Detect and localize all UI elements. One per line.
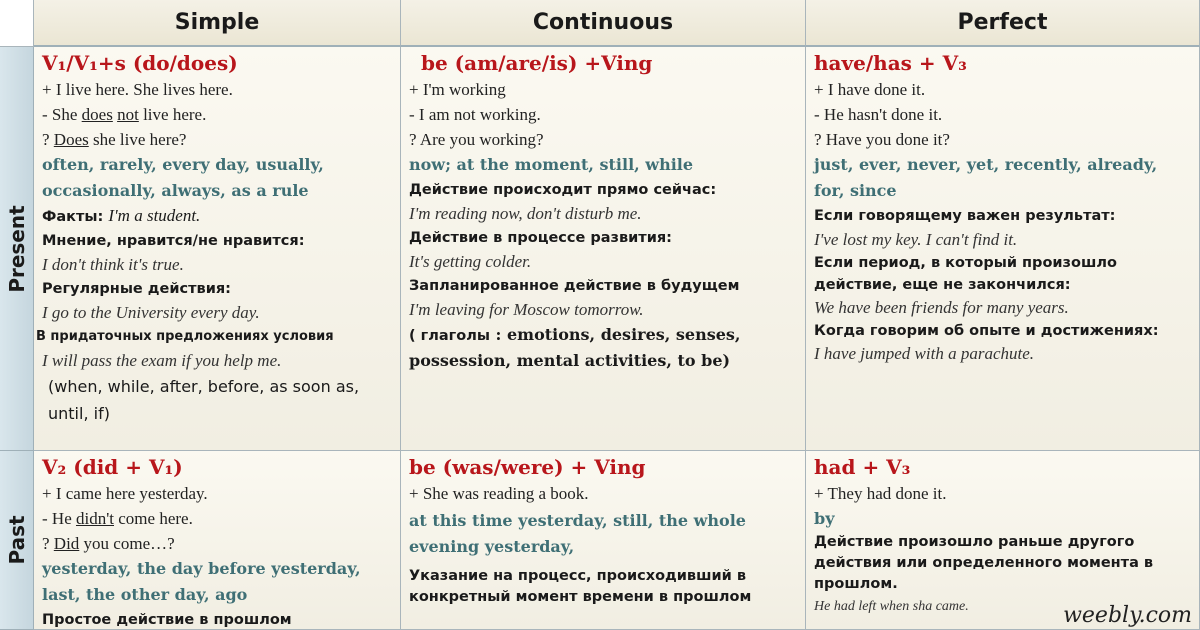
present-continuous-negative: - I am not working. [409,105,541,124]
present-simple-conditional-example: I will pass the exam if you help me. [42,351,282,370]
present-continuous-question: ? Are you working? [409,130,544,149]
present-continuous-planned-example: I'm leaving for Moscow tomorrow. [409,300,644,319]
present-perfect-result-example: I've lost my key. I can't find it. [814,230,1018,249]
present-simple-cell [34,47,401,451]
present-perfect-period-example: We have been friends for many years. [814,298,1069,317]
past-perfect-marker: by [814,509,835,528]
watermark: weebly.com [1063,603,1192,628]
past-perfect-affirmative: + They had done it. [814,484,947,503]
past-perfect-example: He had left when sha came. [814,599,969,614]
past-simple-usage: Простое действие в прошлом [42,612,292,628]
present-perfect-cell [806,47,1200,451]
past-continuous-markers: at this time yesterday, still, the whole evening yesterday, [409,511,746,556]
present-simple-facts: Факты: I'm a student. [42,206,201,225]
present-simple-conditional-label: В придаточных предложениях условия [36,329,334,344]
present-continuous-now-example: I'm reading now, don't disturb me. [409,204,642,223]
table-corner [0,0,34,47]
past-simple-question: ? Did you come…? [42,534,175,553]
present-perfect-question: ? Have you done it? [814,130,950,149]
present-simple-regular-label: Регулярные действия: [42,281,231,297]
row-label-past: Past [0,451,34,630]
present-perfect-period-label: Если период, в который произошло действие, еще не закончился: [814,255,1117,293]
present-continuous-process-label: Действие в процессе развития: [409,230,672,246]
present-continuous-cell [401,47,806,451]
present-continuous-verbs: ( глаголы : emotions, desires, senses, possession, mental activities, to be) [409,325,741,370]
present-perfect-markers: just, ever, never, yet, recently, already, for, since [814,155,1158,200]
past-continuous-usage: Указание на процесс, происходивший в конкретный момент времени в прошлом [409,568,752,605]
past-continuous-formula: be (was/were) + Ving [409,455,646,479]
row-label-present: Present [0,47,34,451]
present-simple-opinion-label: Мнение, нравится/не нравится: [42,233,305,249]
past-perfect-formula: had + V₃ [814,455,911,479]
present-perfect-experience-example: I have jumped with a parachute. [814,344,1035,363]
present-simple-negative: - She does not live here. [42,105,207,124]
present-perfect-formula: have/has + V₃ [814,51,967,75]
present-continuous-process-example: It's getting colder. [409,252,532,271]
present-simple-opinion-example: I don't think it's true. [42,255,184,274]
present-continuous-now-label: Действие происходит прямо сейчас: [409,182,717,198]
present-continuous-planned-label: Запланированное действие в будущем [409,278,740,294]
header-continuous: Continuous [401,0,806,47]
present-perfect-affirmative: + I have done it. [814,80,926,99]
present-perfect-result-label: Если говорящему важен результат: [814,208,1116,224]
past-perfect-usage: Действие произошло раньше другого действия или определенного момента в прошлом. [814,534,1154,592]
present-continuous-formula: be (am/are/is) +Ving [421,51,653,75]
past-simple-formula: V₂ (did + V₁) [42,455,183,479]
past-continuous-affirmative: + She was reading a book. [409,484,589,503]
past-simple-negative: - He didn't come here. [42,509,193,528]
past-simple-markers: yesterday, the day before yesterday, last, the other day, ago [42,559,361,604]
past-continuous-cell [401,451,806,630]
present-continuous-affirmative: + I'm working [409,80,506,99]
present-continuous-markers: now; at the moment, still, while [409,155,694,174]
past-simple-cell [34,451,401,630]
present-simple-markers: often, rarely, every day, usually, occasionally, always, as a rule [42,155,324,200]
present-perfect-experience-label: Когда говорим об опыте и достижениях: [814,323,1159,339]
present-perfect-negative: - He hasn't done it. [814,105,943,124]
present-simple-affirmative: + I live here. She lives here. [42,80,233,99]
present-simple-conjunctions: (when, while, after, before, as soon as, until, if) [48,377,360,423]
present-simple-regular-example: I go to the University every day. [42,303,260,322]
header-simple: Simple [34,0,401,47]
header-perfect: Perfect [806,0,1200,47]
present-simple-question: ? Does she live here? [42,130,187,149]
past-simple-affirmative: + I came here yesterday. [42,484,208,503]
present-simple-formula: V₁/V₁+s (do/does) [42,51,238,75]
